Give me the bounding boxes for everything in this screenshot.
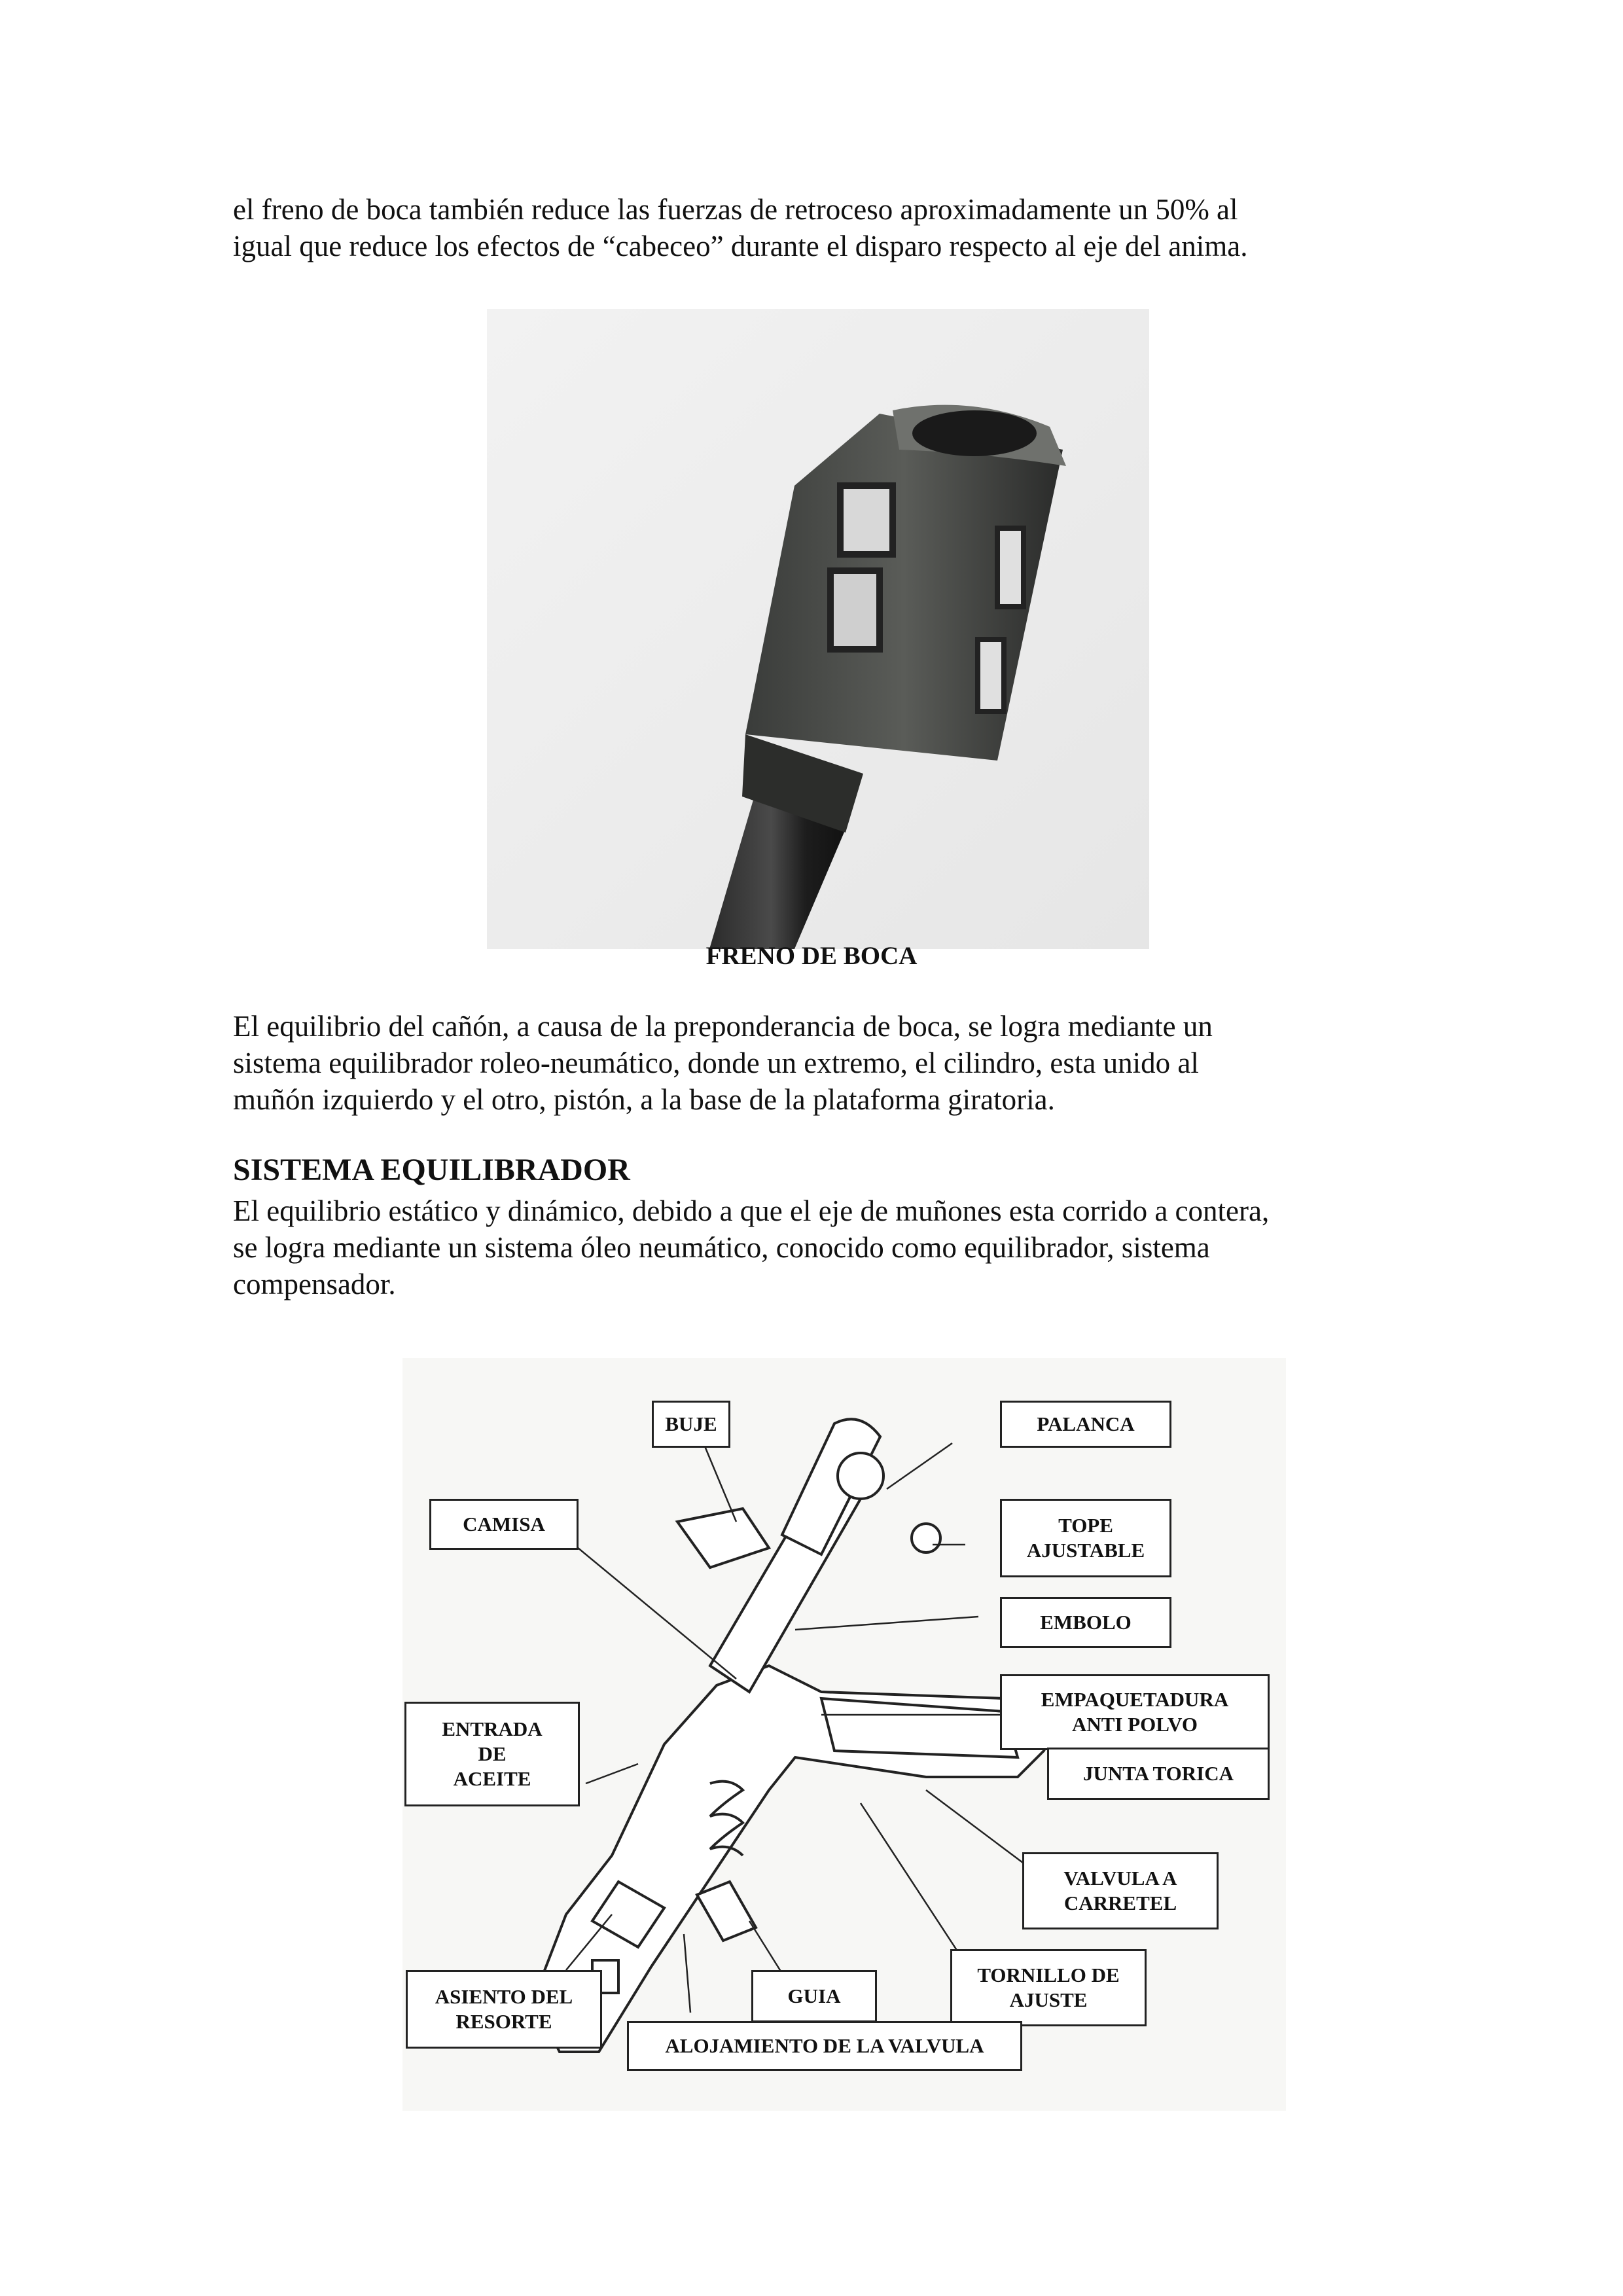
label-guia	[751, 1970, 877, 2022]
label-tope-ajustable	[1000, 1499, 1171, 1577]
label-alojamiento-valvula	[627, 2021, 1022, 2071]
label-junta-torica-text: JUNTA TORICA	[1083, 1762, 1234, 1785]
label-tope-line-2: AJUSTABLE	[1026, 1539, 1145, 1562]
balance-line-1: El equilibrio del cañón, a causa de la preponderancia de boca, se logra mediante un	[233, 1010, 1213, 1043]
intro-line-1: el freno de boca también reduce las fuerzas de retroceso aproximadamente un 50% al	[233, 193, 1238, 226]
section-paragraph	[233, 1193, 1424, 1302]
label-asiento-resorte	[406, 1970, 602, 2049]
label-asiento-line-1: ASIENTO DEL	[435, 1985, 573, 2008]
label-entrada-line-3: ACEITE	[453, 1767, 531, 1790]
label-tornillo-line-1: TORNILLO DE	[977, 1964, 1120, 1986]
label-palanca-text: PALANCA	[1037, 1412, 1135, 1435]
label-embolo-text: EMBOLO	[1040, 1611, 1132, 1634]
label-buje	[652, 1401, 730, 1448]
label-camisa-text: CAMISA	[463, 1513, 545, 1535]
section-line-1: El equilibrio estático y dinámico, debido a que el eje de muñones esta corrido a contera,	[233, 1194, 1270, 1227]
label-asiento-line-2: RESORTE	[455, 2010, 552, 2033]
muzzle-brake-photo	[487, 309, 1149, 949]
balance-line-3: muñón izquierdo y el otro, pistón, a la base de la plataforma giratoria.	[233, 1083, 1055, 1116]
label-entrada-line-1: ENTRADA	[442, 1717, 543, 1740]
label-camisa	[429, 1499, 579, 1550]
section-line-3: compensador.	[233, 1268, 396, 1300]
section-line-2: se logra mediante un sistema óleo neumático, conocido como equilibrador, sistema	[233, 1231, 1210, 1264]
label-tope-line-1: TOPE	[1058, 1514, 1113, 1537]
intro-line-2: igual que reduce los efectos de “cabeceo” durante el disparo respecto al eje del anima.	[233, 230, 1248, 262]
label-embolo	[1000, 1597, 1171, 1648]
label-entrada-aceite	[404, 1702, 580, 1806]
label-alojamiento-text: ALOJAMIENTO DE LA VALVULA	[665, 2034, 984, 2057]
label-valvula-line-2: CARRETEL	[1063, 1892, 1177, 1914]
intro-paragraph	[233, 191, 1424, 264]
label-palanca	[1000, 1401, 1171, 1448]
balance-paragraph	[233, 1008, 1424, 1118]
label-entrada-line-2: DE	[478, 1742, 507, 1765]
label-empaquetadura	[1000, 1674, 1270, 1750]
label-buje-text: BUJE	[665, 1412, 717, 1435]
photo-caption: FRENO DE BOCA	[705, 942, 918, 970]
label-valvula-line-1: VALVULA A	[1063, 1867, 1177, 1890]
label-guia-text: GUIA	[787, 1984, 841, 2007]
label-valvula-carretel	[1022, 1852, 1219, 1929]
label-tornillo-line-2: AJUSTE	[1009, 1988, 1088, 2011]
label-tornillo-ajuste	[950, 1949, 1147, 2026]
balance-line-2: sistema equilibrador roleo-neumático, donde un extremo, el cilindro, esta unido al	[233, 1047, 1199, 1079]
label-junta-torica	[1047, 1748, 1270, 1800]
label-empaquetadura-line-1: EMPAQUETADURA	[1041, 1688, 1229, 1711]
section-heading: SISTEMA EQUILIBRADOR	[233, 1153, 630, 1187]
label-empaquetadura-line-2: ANTI POLVO	[1071, 1713, 1198, 1736]
